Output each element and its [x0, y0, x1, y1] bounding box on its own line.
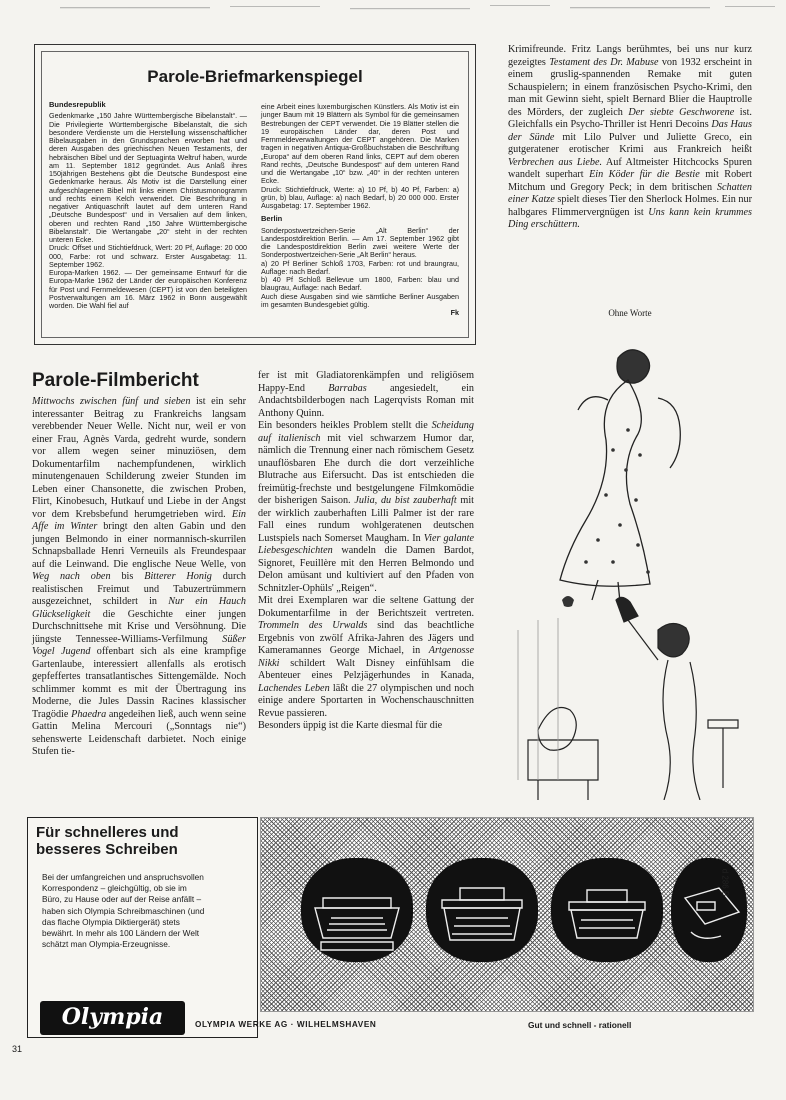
ad-company: OLYMPIA WERKE AG · WILHELMSHAVEN: [195, 1020, 377, 1029]
film-column-3: Krimifreunde. Fritz Langs berühmtes, bei uns nur kurz gezeigtes Testament des Dr. Mabuse von 1932 erscheint in einem gruslig-spannenden Remake mit guten Schauspielern; in einem französischen Psycho-Krimi, den man mit Gewinn sieht, spielt Bernard Blier die Hauptrolle des Mörders, der zugleich Der siebte Geschworene ist. Gleichfalls ein Psycho-Thriller ist Henri Decoins Das Haus der Sünde mit Lilo Pulver und Juliette Greco, ein gutgeratener erotischer Krimi aus Frankreich heißt Verbrechen aus Liebe. Auf Altmeister Hitchcocks Spuren wandelt superhart Ein Köder für die Bestie mit Robert Mitchum und Gregory Peck; in dem britischen Schatten einer Katze spielt dieses Tier den Sherlock Holmes. Ein nur halbgares Flimmervergnügen ist Uns kann kein krummes Ding erschüttern.: [508, 44, 753, 230]
scan-artifact: [60, 2, 780, 14]
ad-body: Bei der umfangreichen und anspruchsvollen Korrespondenz – gleichgültig, ob sie im Büro, zu Hause oder auf der Reise anfällt – haben sich Olympia Schreibmaschinen (und das flache Olympia Diktiergerät) stets bewährt. In mehr als 100 Ländern der Welt schätzt man Olympia-Erzeugnisse.: [42, 872, 205, 950]
cartoon-caption: Ohne Worte: [608, 308, 652, 318]
dictation-machine-image: [671, 858, 747, 962]
ad-headline: Für schnelleres und besseres Schreiben: [36, 824, 179, 858]
film-section-title: Parole-Filmbericht: [32, 370, 199, 391]
ad-product-strip: [260, 817, 754, 1012]
olympia-logo: [40, 1001, 185, 1035]
typewriter-1-image: [301, 858, 413, 962]
stamp-paragraph: eine Arbeit eines luxemburgischen Künstlers. Als Motiv ist ein junger Baum mit 19 Blättern als Symbol für die gemeinsamen Bestrebungen der CEPT verwendet. Die 19 Blätter stellen die 19 europäischen Länder dar, deren Post und Fernmeldeverwaltungen der CEPT angehören. Die Marken tragen in negativen Antiqua-Großbuchstaben die Beschriftung „Europa“ auf dem oberen Rand links, CEPT auf dem oberen Rand rechts, „Deutsche Bundespost“ auf dem unteren Rand und die Wertangabe „10“ bzw. „40“ in der rechten unteren Ecke.: [261, 102, 459, 186]
page-number: 31: [12, 1044, 23, 1054]
stamp-signature: Fk: [450, 308, 459, 317]
stamp-paragraph: Druck: Stichtiefdruck, Werte: a) 10 Pf, b) 40 Pf, Farben: a) grün, b) blau, Auflage: a) nach Bedarf, b) 20 000 000. Erster Ausgabetag: 17. September 1962.: [261, 184, 459, 210]
stamp-paragraph: Sonderpostwertzeichen-Serie „Alt Berlin“ der Landespostdirektion Berlin. — Am 17. September 1962 gibt die Landespostdirektion Berlin zwei weitere Werte der Sonderpostwertzeichen-Serie „Alt Berlin“ heraus.: [261, 225, 459, 260]
stamp-paragraph: Gedenkmarke „150 Jahre Württembergische Bibelanstalt“. — Die Privilegierte Württembergische Bibelanstalt, die sich besondere Verdienste um die Herstellung wissenschaftlicher Bibelausgaben in den Grundsprachen erworben hat und deren Ausgaben des griechischen Neuen Testaments, der hebräischen Bibel und der Septuaginta Weltruf haben, wurde am 11. September 1812 gegründet. Aus Anlaß ihres 150jährigen Bestehens gibt die Deutsche Bundespost eine Gedenkmarke heraus. Als Motiv ist die Darstellung einer aufgeschlagenen Bibel mit links einem Christusmonogramm und rechts einem Kelch verwendet. Die Beschriftung in negativer Antiquaschrift lautet auf dem unteren Rand „Deutsche Bundespost“ und in Versalien auf dem linken, oberen und rechten Rand „150 Jahre Württembergische Bibelanstalt“. Die Wertangabe „20“ steht in der rechten unteren Ecke.: [49, 111, 247, 244]
stamp-paragraph: Druck: Offset und Stichtiefdruck, Wert: 20 Pf, Auflage: 20 000 000, Farbe: rot und schwarz. Erster Ausgabetag: 11. September 1962.: [49, 243, 247, 269]
stamp-section: [34, 44, 476, 345]
cartoon: [508, 300, 752, 800]
typewriter-2-image: [426, 858, 538, 962]
stamp-paragraph: b) 40 Pf Schloß Bellevue um 1800, Farben: blau und blaugrau, Auflage: nach Bedarf.: [261, 275, 459, 293]
stamp-heading-bundesrepublik: Bundesrepublik: [49, 100, 106, 109]
film-column-1: Mittwochs zwischen fünf und sieben ist ein sehr interessanter Beitrag zu Frankreichs langsam verebbender Neuer Welle. Nicht nur, weil er von einer Frau, Agnès Varda, gedreht wurde, sondern vor allem wegen seiner minuziösen, dem Dokumentarfilm nachempfundenen, wirklich minutengenauen Schilderung zweier Stunden im Leben einer Chansonette, die zwischen Proben, Flirt, Kinobesuch, Hutkauf und Liebe in der Angst vor dem Krebsbefund herumgetrieben wird. Ein Affe im Winter bringt den alten Gabin und den jungen Belmondo in einer normannisch-skurrilen Schnapsballade Henri Verneuils als Freundespaar auf die Leinwand. Die englische Neue Welle, von Weg nach oben bis Bitterer Honig durch realistischen Freimut und Tabuzertrümmern ausgezeichnet, schildert in Nur ein Hauch Glückseligkeit die Geschichte einer jungen Durchschnittsehe mit Krise und Versöhnung. Die jüngste Tennessee-Williams-Verfilmung Süßer Vogel Jugend offenbart sich als eine krampfige Gartenlaube, interessiert allenfalls als erotisch gepfeffertes transatlantisches Sittengemälde. Noch schlimmer kommt es mit der Übertragung ins Moderne, die Jules Dassin Racines klassischer Tragödie Phaedra angedeihen ließ, auch wenn seine Gattin Melina Mercouri („Sonntags nie“) sehenswerte Leidenschaft darbietet. Noch einige Stufen tie-: [32, 396, 247, 757]
stamp-column-1: [49, 101, 247, 310]
stamp-paragraph: Auch diese Ausgaben sind wie sämtliche Berliner Ausgaben im gesamten Bundesgebiet gültig.: [261, 291, 459, 309]
stamp-paragraph: a) 20 Pf Berliner Schloß 1703, Farben: rot und braungrau, Auflage: nach Bedarf.: [261, 258, 459, 276]
ad-slogan: Gut und schnell - rationell: [528, 1020, 632, 1030]
stamp-heading-berlin: Berlin: [261, 214, 283, 224]
typewriter-3-image: [551, 858, 663, 962]
stamp-section-title: Parole-Briefmarkenspiegel: [147, 67, 363, 86]
olympia-logo-text: Olympia: [61, 1004, 164, 1030]
stamp-paragraph: Europa-Marken 1962. — Der gemeinsame Entwurf für die Europa-Marke 1962 der Länder der europäischen Konferenz für Post und Fernmeldewesen (CEPT) ist von den beteiligten Postverwaltungen am 16. März 1962 in Bonn ausgewählt worden. Die Wahl fiel auf: [49, 268, 247, 310]
ad-code: d 286 B: [720, 868, 730, 897]
cartoon-drawing: [508, 300, 752, 800]
film-column-2: fer ist mit Gladiatorenkämpfen und religiösem Happy-End Barrabas angesiedelt, ein Andachtsbilderbogen nach Lagerqvists Roman mit Anthony Quinn. Ein besonders heikles Problem stellt die Scheidung auf italienisch mit viel schwarzem Humor dar, nämlich die Trennung einer nach römischem Gesetz unauflösbaren Ehe durch die dort verzeihliche Blutrache aus Eifersucht. Das ist entschieden die freimütig-frechste und bestgelungene Filmkomödie der bisherigen Saison. Julia, du bist zauberhaft mit der wirklich zauberhaften Lilli Palmer ist der rare Fall eines rundum wohlgeratenen deutschen Lustspiels nach Somerset Maugham. In Vier galante Liebesgeschichten wandeln die Damen Bardot, Signoret, Feuillère mit den Herren Belmondo und Delon amüsant und kultiviert auf den Pfaden von Schnitzler-Ophüls' „Reigen“. Mit drei Exemplaren war die seltene Gattung der Dokumentarfilme in der Berichtszeit vertreten. Trommeln des Urwalds sind das beachtliche Ergebnis von zwölf Afrika-Jahren des Jägers und Kameramannes George Michael, in Artgenosse Nikki schildert Walt Disney einfühlsam die Abenteuer eines Pelzjägerhundes in Kanada, Lachendes Leben läßt die 27 olympischen und noch einige andere Sportarten in Wochenschauschnitten Revue passieren. Besonders üppig ist die Karte diesmal für die: [258, 370, 475, 731]
stamp-column-2: [261, 103, 459, 317]
